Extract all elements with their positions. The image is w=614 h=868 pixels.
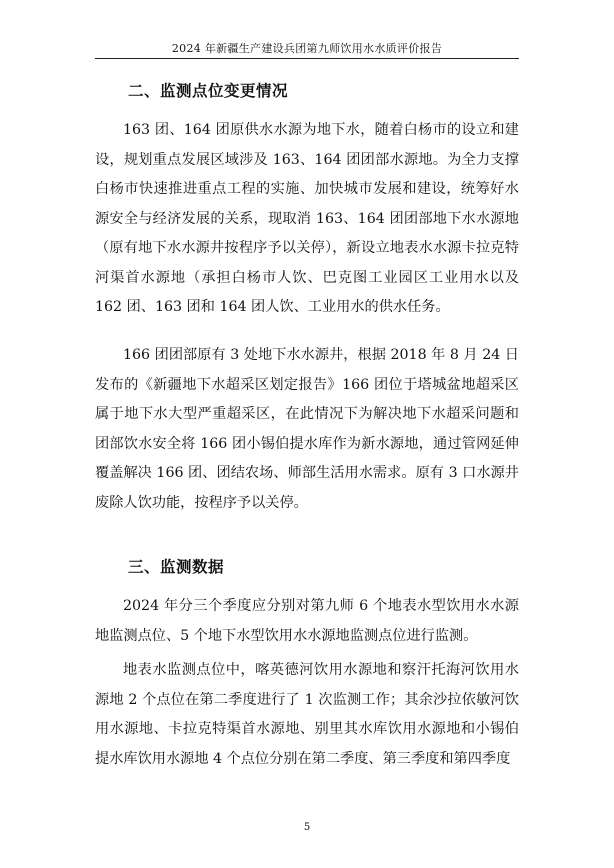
paragraph-monitoring-changes-1: 163 团、164 团原供水水源为地下水，随着白杨市的设立和建设，规划重点发展区域涉及 163、164 团团部水源地。为全力支撑白杨市快速推进重点工程的实施、加快城市发展和建设，统筹好水源安全与经济发展的关系，现取消 163、164 团团部地下水水源地（原有地下水水源井按程序予以关停），新设立地表水水源卡拉克特河渠首水源地（承担白杨市人饮、巴克图工业园区工业用水以及 162 团、163 团和 164 团人饮、工业用水的供水任务。 bbox=[95, 122, 519, 315]
paragraph-monitoring-data-1: 2024 年分三个季度应分别对第九师 6 个地表水型饮用水水源地监测点位、5 个地下水型饮用水水源地监测点位进行监测。 bbox=[95, 598, 519, 644]
running-header: 2024 年新疆生产建设兵团第九师饮用水水质评价报告 bbox=[171, 42, 443, 55]
paragraph-monitoring-data-2: 地表水监测点位中，喀英德河饮用水源地和察汗托海河饮用水源地 2 个点位在第二季度进行了 1 次监测工作；其余沙拉依敏河饮用水源地、卡拉克特渠首水源地、别里其水库饮用水源地和小锡伯提水库饮用水源地 4 个点位分别在第二季度、第三季度和第四季度 bbox=[95, 662, 519, 767]
paragraph-monitoring-changes-2: 166 团团部原有 3 处地下水水源井，根据 2018 年 8 月 24 日发布的《新疆地下水超采区划定报告》166 团位于塔城盆地超采区属于地下水大型严重超采区，在此情况下为解决地下水超采问题和团部饮水安全将 166 团小锡伯提水库作为新水源地，通过管网延伸覆盖解决 166 团、团结农场、师部生活用水需求。原有 3 口水源井废除人饮功能，按程序予以关停。 bbox=[95, 347, 519, 511]
section-heading-monitoring-changes: 二、监测点位变更情况 bbox=[128, 82, 289, 100]
section-heading-monitoring-data: 三、监测数据 bbox=[128, 558, 225, 576]
page-number: 5 bbox=[303, 822, 311, 833]
header-divider bbox=[95, 58, 519, 59]
